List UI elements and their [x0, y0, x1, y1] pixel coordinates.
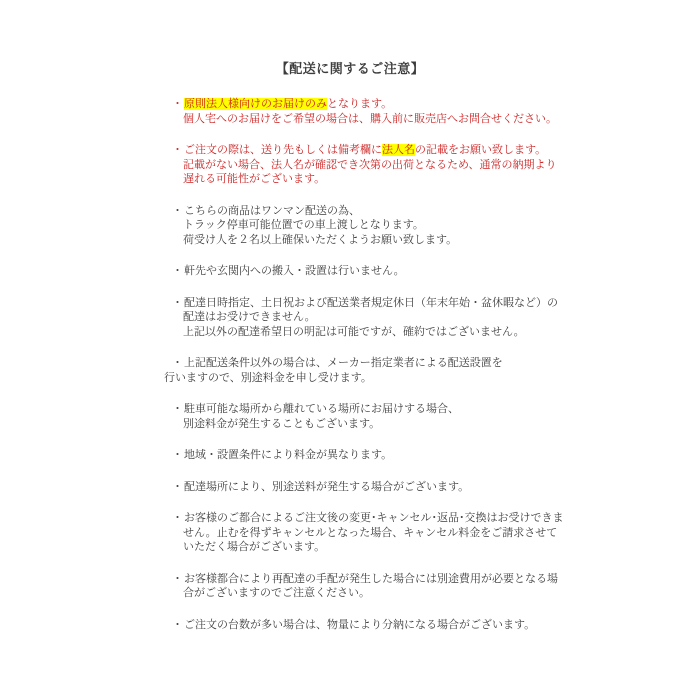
notice-item	[172, 143, 582, 187]
bullet-marker: ・	[172, 204, 183, 217]
notice-text: 地域・設置条件により料金が異なります。	[184, 449, 393, 461]
bullet-marker: ・	[172, 403, 183, 415]
notice-text: トラック停車可能位置での車上渡しとなります。	[183, 219, 424, 231]
notice-line	[172, 172, 582, 187]
bullet-marker: ・	[172, 265, 183, 277]
notice-text: いただく場合がございます。	[183, 541, 326, 553]
bullet-marker: ・	[172, 357, 183, 369]
notice-line	[172, 448, 582, 463]
notice-text: 配達場所により、別途送料が発生する場合がございます。	[184, 480, 470, 493]
notice-item	[172, 480, 582, 495]
bullet-marker: ・	[172, 296, 183, 309]
notice-line	[172, 310, 582, 325]
notice-text: の記載をお願い致します。	[415, 144, 547, 156]
notice-line	[172, 233, 582, 248]
notice-text: 別途料金が発生することもございます。	[183, 417, 381, 430]
bullet-marker: ・	[172, 480, 183, 493]
notice-item	[172, 97, 582, 126]
notice-line	[172, 540, 582, 555]
notice-item	[172, 511, 582, 555]
notice-line	[172, 264, 582, 279]
notice-item	[172, 264, 582, 279]
notice-text: 記載がない場合、法人名が確認でき次第の出荷となるため、通常の納期より	[183, 158, 557, 171]
notice-text: せん。止むを得ずキャンセルとなった場合、キャンセル料金をご請求させて	[183, 526, 558, 539]
notice-text: お客様都合により再配達の手配が発生した場合には別途費用が必要となる場	[184, 572, 558, 585]
notice-line	[172, 158, 582, 173]
notice-line	[172, 143, 582, 158]
notice-line	[164, 356, 582, 371]
notice-line	[164, 371, 582, 386]
notice-text: 軒先や玄関内への搬入・設置は行いません。	[184, 265, 405, 277]
notice-item	[172, 618, 582, 633]
notice-body	[164, 97, 582, 649]
notice-line	[172, 417, 582, 432]
notice-text: 荷受け人を２名以上確保いただくようお願い致します。	[183, 233, 458, 246]
notice-line	[172, 402, 582, 417]
notice-text: 駐車可能な場所から離れている場所にお届けする場合、	[184, 403, 459, 415]
notice-line	[172, 618, 582, 633]
notice-text: ご注文の台数が多い場合は、物量により分納になる場合がございます。	[184, 618, 536, 631]
notice-line	[172, 572, 582, 587]
bullet-marker: ・	[172, 449, 183, 461]
notice-text: お客様のご都合によるご注文後の変更･キャンセル･返品･交換はお受けできま	[184, 512, 564, 524]
notice-text: ご注文の際は、送り先もしくは備考欄に	[184, 144, 382, 156]
notice-text: 上記配送条件以外の場合は、メーカー指定業者による配送設置を	[184, 357, 503, 369]
bullet-marker: ・	[172, 512, 183, 524]
highlighted-text: 法人名	[382, 144, 415, 156]
notice-text: こちらの商品はワンマン配送の為、	[184, 204, 360, 217]
notice-text: となります。	[327, 98, 393, 110]
notice-text: 上記以外の配達希望日の明記は可能ですが、確約ではございません。	[183, 325, 525, 338]
notice-text: 配達日時指定、土日祝および配送業者規定休日（年末年始・盆休暇など）の	[184, 296, 558, 309]
notice-item	[172, 204, 582, 248]
notice-line	[172, 112, 582, 127]
notice-text: 遅れる可能性がございます。	[183, 173, 326, 185]
notice-line	[172, 480, 582, 495]
notice-line	[172, 586, 582, 601]
bullet-marker: ・	[172, 572, 183, 585]
notice-item	[172, 296, 582, 340]
notice-line	[172, 511, 582, 526]
notice-line	[172, 325, 582, 340]
highlighted-text: 原則法人様向けのお届けのみ	[184, 98, 327, 110]
notice-text: 行いますので、別途料金を申し受けます。	[164, 371, 372, 384]
notice-text: 合がございますのでご注意ください。	[183, 587, 370, 599]
notice-item	[172, 448, 582, 463]
bullet-marker: ・	[172, 98, 183, 110]
notice-line	[172, 296, 582, 311]
notice-item	[172, 572, 582, 601]
page-title: 【配送に関するご注意】	[275, 61, 425, 76]
notice-line	[172, 218, 582, 233]
notice-text: 配達はお受けできません。	[183, 311, 316, 323]
notice-item	[164, 356, 582, 385]
bullet-marker: ・	[172, 144, 183, 156]
notice-item	[172, 402, 582, 431]
notice-text: 個人宅へのお届けをご希望の場合は、購入前に販売店へお問合せください。	[183, 112, 557, 125]
notice-line	[172, 526, 582, 541]
notice-line	[172, 204, 582, 219]
bullet-marker: ・	[172, 618, 183, 631]
notice-line	[172, 97, 582, 112]
